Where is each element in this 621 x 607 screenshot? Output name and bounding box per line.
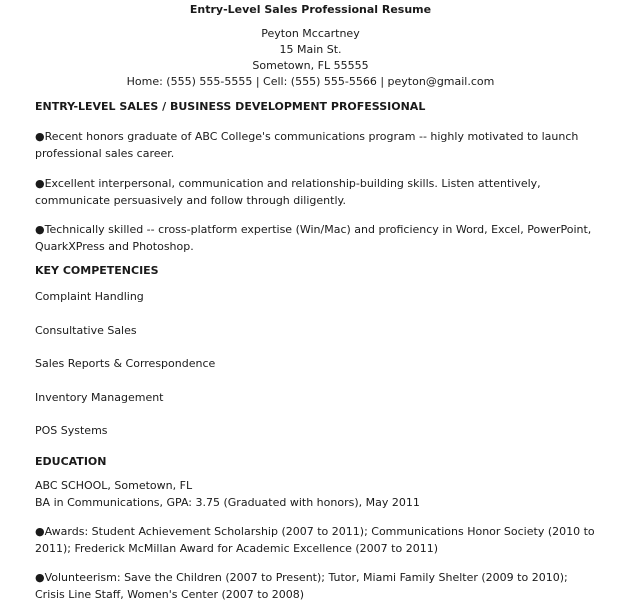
competency-item: Inventory Management [35,391,164,404]
summary-bullet-3: ●Technically skilled -- cross-platform expertise (Win/Mac) and proficiency in Word, Excel, PowerPoint, QuarkXPress and Photoshop. [35,223,592,253]
competency-item: Sales Reports & Correspondence [35,357,216,370]
contact-phones-email: Home: (555) 555-5555 | Cell: (555) 555-5566 | peyton@gmail.com [126,75,495,88]
competencies-heading: KEY COMPETENCIES [35,264,159,277]
education-awards: ●Awards: Student Achievement Scholarship (2007 to 2011); Communications Honor Society (2010 to 2011); Frederick McMillan Award for Academic Excellence (2007 to 2011) [35,525,595,555]
summary-bullet-1: ●Recent honors graduate of ABC College's communications program -- highly motivated to launch professional sales career. [35,130,579,160]
education-volunteerism: ●Volunteerism: Save the Children (2007 to Present); Tutor, Miami Family Shelter (2009 to 2010); Crisis Line Staff, Women's Center (2007 to 2008) [35,571,568,601]
competency-item: POS Systems [35,424,108,437]
summary-bullet-2: ●Excellent interpersonal, communication and relationship-building skills. Listen attentively, communicate persuasively and follow through diligently. [35,177,541,207]
contact-city: Sometown, FL 55555 [252,59,369,72]
education-heading: EDUCATION [35,455,107,468]
competency-item: Complaint Handling [35,290,144,303]
competency-item: Consultative Sales [35,324,137,337]
document-title: Entry-Level Sales Professional Resume [189,3,432,16]
education-school: ABC SCHOOL, Sometown, FL [35,479,193,492]
contact-name: Peyton Mccartney [261,27,360,40]
contact-street: 15 Main St. [279,43,342,56]
summary-heading: ENTRY-LEVEL SALES / BUSINESS DEVELOPMENT PROFESSIONAL [35,100,426,113]
education-degree: BA in Communications, GPA: 3.75 (Graduated with honors), May 2011 [35,496,420,509]
